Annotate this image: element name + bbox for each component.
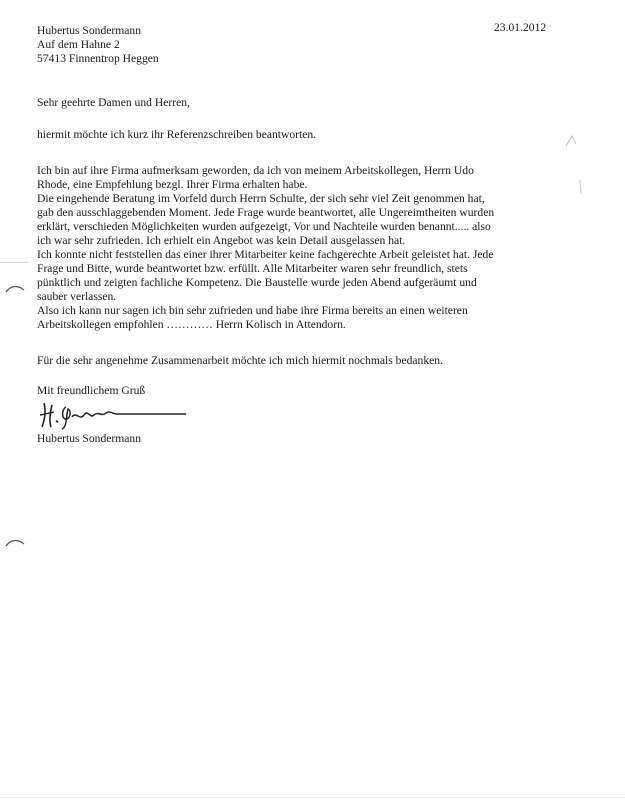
body-line: Arbeitskollegen empfohlen ………… Herrn Kolisch in Attendorn. [37,318,346,331]
body-line: Frage und Bitte, wurde beantwortet bzw. erfüllt. Alle Mitarbeiter waren sehr freundlich, stets [37,262,468,275]
signature-name: Hubertus Sondermann [37,432,142,445]
closing-thanks: Für die sehr angenehme Zusammenarbeit möchte ich mich hiermit nochmals bedanken. [37,354,443,367]
body-line: ich war sehr zufrieden. Ich erhielt ein Angebot was kein Detail ausgelassen hat. [37,234,406,247]
sender-street: Auf dem Hahne 2 [37,38,120,51]
scan-artifact-mark [4,536,26,548]
closing-greeting: Mit freundlichem Gruß [37,384,146,397]
body-line: erklärt, verschieden Möglichkeiten wurden aufgezeigt, Vor und Nachteile wurden benannt..... also [37,220,491,233]
scan-artifact-mark [4,282,26,294]
body-line: Rhode, eine Empfehlung bezgl. Ihrer Firma erhalten habe. [37,178,308,191]
body-line: Also ich kann nur sagen ich bin sehr zufrieden und habe ihre Firma bereits an einen weiteren [37,304,468,317]
intro-line: hiermit möchte ich kurz ihr Referenzschreiben beantworten. [37,128,317,141]
scan-artifact-line [0,797,625,798]
scan-artifact-line [0,262,28,263]
sender-name: Hubertus Sondermann [37,24,142,37]
body-line: Ich bin auf ihre Firma aufmerksam geworden, da ich von meinem Arbeitskollegen, Herrn Udo [37,164,474,177]
sender-city: 57413 Finnentrop Heggen [37,52,159,65]
body-line: pünktlich und zeigten fachliche Kompetenz. Die Baustelle wurde jeden Abend aufgeräumt und [37,276,477,289]
salutation: Sehr geehrte Damen und Herren, [37,96,190,109]
handwritten-signature [36,397,196,431]
letter-date: 23.01.2012 [494,21,547,34]
body-line: Die eingehende Beratung im Vorfeld durch Herrn Schulte, der sich sehr viel Zeit genommen hat, [37,192,485,205]
body-line: gab den ausschlaggebenden Moment. Jede Frage wurde beantwortet, alle Ungereimtheiten wurden [37,206,495,219]
scan-artifact-mark [560,130,584,200]
body-line: sauber verlassen. [37,290,117,303]
body-line: Ich konnte nicht feststellen das einer ihrer Mitarbeiter keine fachgerechte Arbeit geleistet hat. Jede [37,248,494,261]
